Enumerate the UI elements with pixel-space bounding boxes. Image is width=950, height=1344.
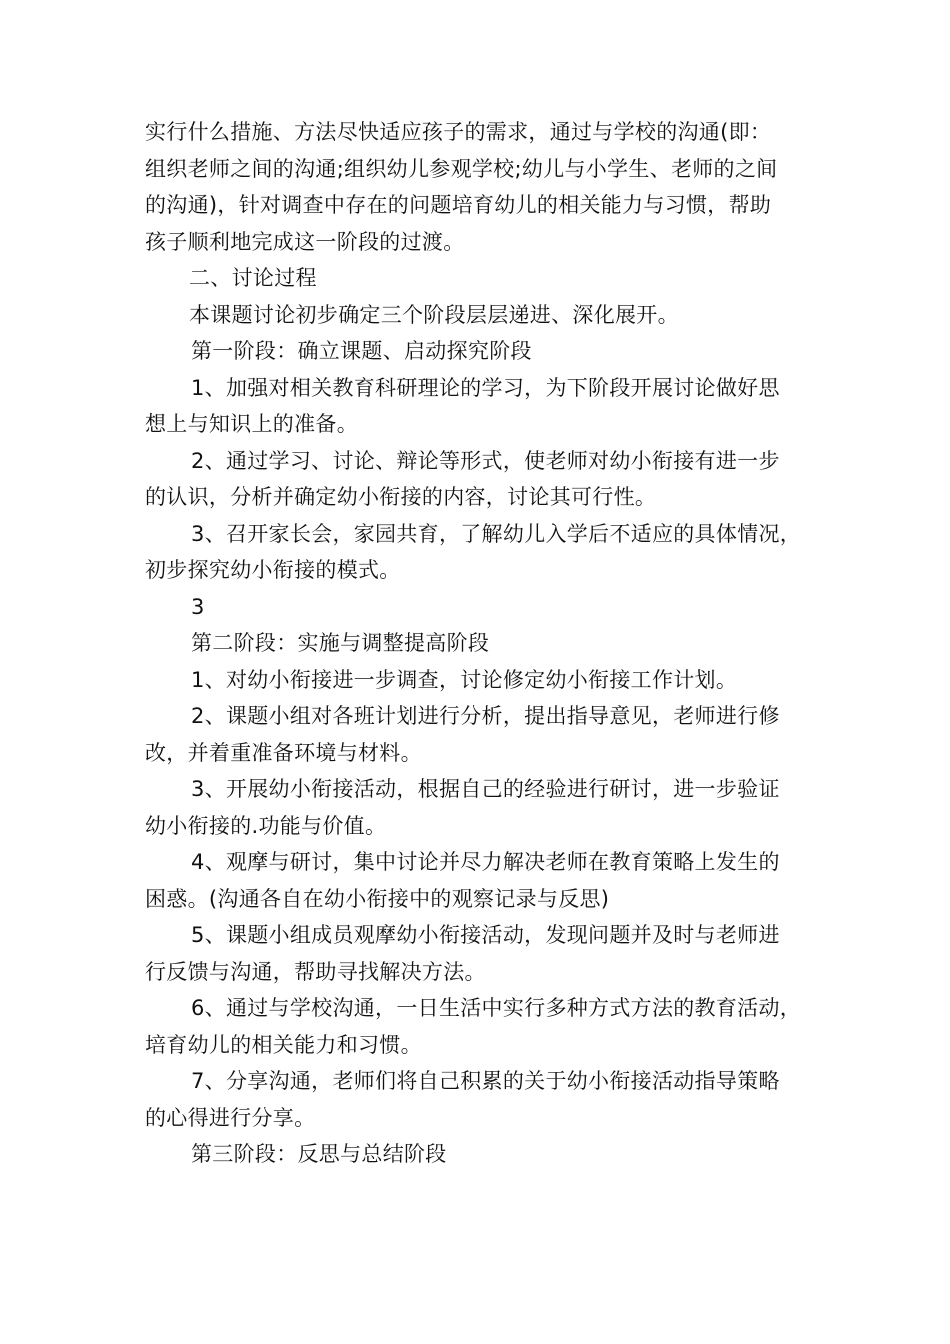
- list-item: 4、观摩与研讨，集中讨论并尽力解决老师在教育策略上发生的: [191, 850, 780, 874]
- list-item: 6、通过与学校沟通，一日生活中实行多种方式方法的教育活动，: [191, 996, 802, 1020]
- text-line: 组织老师之间的沟通;组织幼儿参观学校;幼儿与小学生、老师的之间: [145, 156, 778, 181]
- text-line: 孩子顺利地完成这一阶段的过渡。: [145, 229, 465, 254]
- text-line: 实行什么措施、方法尽快适应孩子的需求，通过与学校的沟通(即：: [145, 120, 772, 144]
- list-item: 1、加强对相关教育科研理论的学习，为下阶段开展讨论做好思: [191, 375, 780, 400]
- text-line: 想上与知识上的准备。: [145, 412, 358, 436]
- document-body: [145, 114, 815, 1173]
- text-line: 培育幼儿的相关能力和习惯。: [145, 1032, 422, 1057]
- stray-number: 3: [191, 594, 205, 619]
- list-item: 1、对幼小衔接进一步调查，讨论修定幼小衔接工作计划。: [191, 667, 738, 692]
- list-item: 3、召开家长会，家园共育，了解幼儿入学后不适应的具体情况，: [191, 521, 802, 546]
- text-line: 的心得进行分享。: [145, 1105, 316, 1130]
- text-line: 幼小衔接的.功能与价值。: [145, 813, 387, 838]
- list-item: 2、通过学习、讨论、辩论等形式，使老师对幼小衔接有进一步: [191, 448, 780, 473]
- stage-heading: 第二阶段：实施与调整提高阶段: [191, 631, 490, 655]
- text-line: 困惑。(沟通各自在幼小衔接中的观察记录与反思): [145, 886, 610, 911]
- stage-heading: 第一阶段：确立课题、启动探究阶段: [191, 339, 532, 363]
- stage-heading: 第三阶段：反思与总结阶段: [191, 1142, 447, 1166]
- section-heading: 二、讨论过程: [189, 266, 317, 290]
- text-line: 的认识，分析并确定幼小衔接的内容，讨论其可行性。: [145, 485, 657, 509]
- text-line: 改，并着重准备环境与材料。: [145, 740, 422, 765]
- list-item: 3、开展幼小衔接活动，根据自己的经验进行研讨，进一步验证: [191, 777, 780, 801]
- text-line: 行反馈与沟通，帮助寻找解决方法。: [145, 959, 486, 984]
- list-item: 7、分享沟通，老师们将自己积累的关于幼小衔接活动指导策略: [191, 1069, 780, 1093]
- list-item: 5、课题小组成员观摩幼小衔接活动，发现问题并及时与老师进: [191, 923, 780, 947]
- text-line: 初步探究幼小衔接的模式。: [145, 558, 401, 582]
- list-item: 2、课题小组对各班计划进行分析，提出指导意见，老师进行修: [191, 704, 780, 728]
- text-line: 本课题讨论初步确定三个阶段层层递进、深化展开。: [189, 302, 679, 327]
- text-line: 的沟通)，针对调查中存在的问题培育幼儿的相关能力与习惯，帮助: [145, 193, 772, 217]
